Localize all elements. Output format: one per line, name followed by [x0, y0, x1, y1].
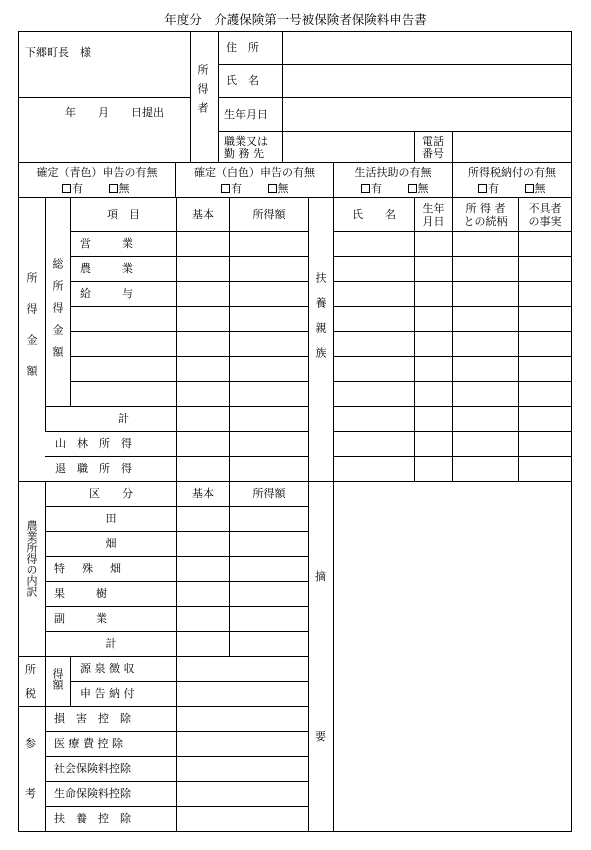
row-dependent-deduction: 扶 養 控 除 — [54, 812, 131, 825]
row-social-insurance-deduction: 社会保険料控除 — [54, 762, 131, 775]
declaration-incometax-label: 所得税納付の有無 — [468, 166, 556, 179]
page-title: 年度分 介護保険第一号被保険者保険料申告書 — [164, 12, 427, 27]
row-rice-field: 田 — [105, 512, 117, 525]
col-item: 項 目 — [107, 208, 140, 221]
income-side-label: 所得金額 — [25, 272, 38, 396]
row-filed-payment: 申 告 納 付 — [80, 687, 135, 700]
col-relationship: 所 得 者 — [465, 202, 506, 215]
workplace-field[interactable] — [284, 133, 413, 161]
phone-field[interactable] — [454, 133, 570, 161]
row-orchard: 果 樹 — [54, 587, 110, 600]
reference-label-2: 考 — [25, 787, 36, 800]
col-basic: 基本 — [192, 208, 214, 221]
applicant-group-label: 所得者 — [196, 64, 209, 121]
row-medical-deduction: 医 療 費 控 除 — [54, 737, 123, 750]
farm-side-label: 農業所得の内訳 — [25, 520, 38, 597]
tax-sub-label: 得額 — [51, 668, 64, 690]
col-category: 区 分 — [89, 487, 133, 500]
declaration-white-options[interactable]: 有 無 — [221, 183, 289, 194]
checkbox-white-yes[interactable] — [221, 184, 230, 193]
row-business: 営 業 — [80, 237, 136, 250]
checkbox-incometax-no[interactable] — [525, 184, 534, 193]
farm-col-income: 所得額 — [252, 487, 286, 500]
row-withholding: 源 泉 徴 収 — [80, 662, 135, 675]
col-dependent-birth: 生年 — [422, 202, 445, 215]
submission-date: 年 月 日提出 — [65, 106, 164, 119]
row-retirement-income: 退 職 所 得 — [55, 462, 132, 475]
reference-label-1: 参 — [25, 737, 36, 750]
tax-label-1: 所 — [25, 663, 36, 676]
checkbox-white-no[interactable] — [268, 184, 277, 193]
row-agriculture: 農 業 — [80, 262, 136, 275]
declaration-welfare-options[interactable]: 有 無 — [361, 183, 429, 194]
total-income-label: 総所得金額 — [51, 258, 64, 368]
declaration-blue-options[interactable]: 有 無 — [62, 183, 130, 194]
col-income-amount: 所得額 — [252, 208, 286, 221]
dependents-side-label: 扶養親族 — [314, 272, 327, 372]
birthdate-label: 生年月日 — [224, 108, 268, 121]
phone-number-label: 番号 — [422, 147, 444, 160]
row-special-field: 特 殊 畑 — [54, 562, 124, 575]
remarks-field[interactable] — [335, 483, 570, 830]
col-dependent-birth-2: 月日 — [422, 215, 445, 228]
farm-subtotal: 計 — [105, 637, 117, 650]
col-disability: 不具者 — [528, 202, 562, 215]
workplace-label: 勤 務 先 — [224, 147, 264, 160]
row-forest-income: 山 林 所 得 — [55, 437, 132, 450]
address-label: 住 所 — [226, 41, 259, 54]
declaration-incometax-options[interactable]: 有 無 — [478, 183, 546, 194]
name-field[interactable] — [284, 66, 570, 96]
row-casualty-deduction: 損 害 控 除 — [54, 712, 131, 725]
col-relationship-2: との続柄 — [463, 215, 508, 228]
remarks-label-2: 要 — [315, 730, 326, 743]
row-side-business: 副 業 — [54, 612, 110, 625]
checkbox-incometax-yes[interactable] — [478, 184, 487, 193]
declaration-white-label: 確定（白色）申告の有無 — [194, 166, 315, 179]
remarks-label-1: 摘 — [315, 570, 326, 583]
row-salary: 給 与 — [80, 287, 136, 300]
row-upland-field: 畑 — [105, 537, 117, 550]
declaration-blue-label: 確定（青色）申告の有無 — [36, 166, 158, 179]
row-life-insurance-deduction: 生命保険料控除 — [54, 787, 131, 800]
income-subtotal: 計 — [118, 412, 129, 425]
checkbox-welfare-no[interactable] — [408, 184, 417, 193]
birthdate-field[interactable] — [284, 99, 570, 130]
checkbox-welfare-yes[interactable] — [361, 184, 370, 193]
occupation-label: 職業又は — [224, 135, 268, 148]
col-disability-2: の事実 — [528, 215, 562, 228]
addressee: 下郷町長 様 — [25, 46, 91, 59]
col-dependent-name: 氏 名 — [352, 208, 396, 221]
checkbox-blue-yes[interactable] — [62, 184, 71, 193]
tax-label-2: 税 — [25, 687, 36, 700]
declaration-welfare-label: 生活扶助の有無 — [354, 166, 432, 179]
address-field[interactable] — [284, 33, 570, 63]
farm-col-basic: 基本 — [192, 487, 214, 500]
phone-label: 電話 — [422, 135, 444, 148]
checkbox-blue-no[interactable] — [109, 184, 118, 193]
name-label: 氏 名 — [226, 74, 259, 87]
